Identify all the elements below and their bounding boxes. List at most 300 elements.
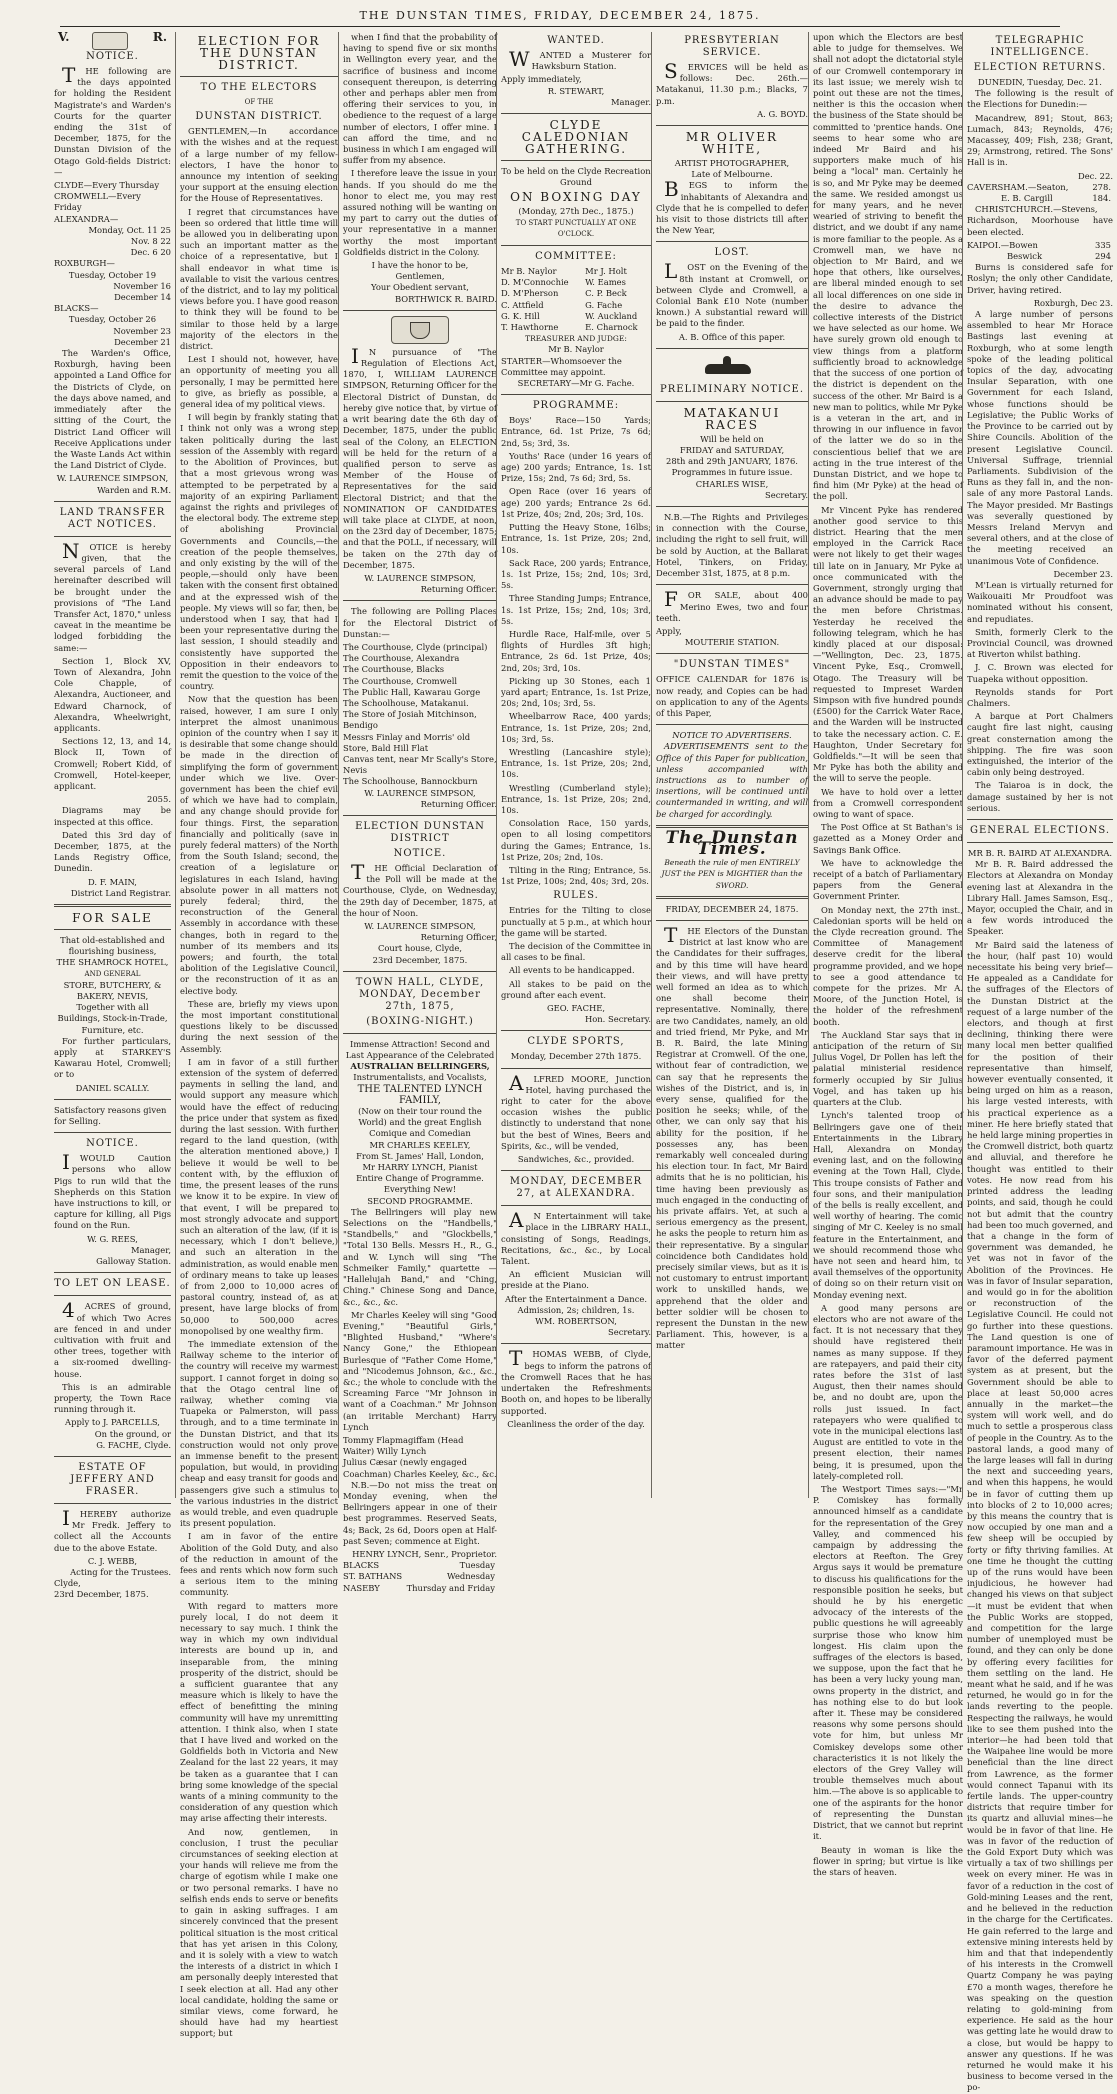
candidate: CAVERSHAM.—Seaton, (967, 181, 1069, 192)
address-paragraph: Lest I should not, however, have an opportunity of meeting you all personally, I may be permitted here to give, as briefly as possible, a general idea of my political views. (180, 354, 338, 410)
newspaper-motto: Beneath the rule of men ENTIRELY JUST the PEN is MIGHTIER than the SWORD. (661, 858, 803, 890)
divider (501, 1343, 651, 1344)
committee-table (501, 266, 651, 333)
webb-body: THOMAS WEBB, of Clyde, begs to inform the patrons of the Cromwell Races that he has undertaken the Refreshments Booth on, and hopes to be liberally supported. (501, 1346, 651, 1416)
address-closing: I have the honor to be, (371, 260, 469, 271)
committee-member: T. Hawthorne (501, 322, 559, 333)
lost-signature: A. B. Office of this paper. (678, 331, 786, 342)
telegram-paragraph: The Taiaroa is in dock, the damage sustained by her is not serious. (967, 780, 1113, 813)
land-transfer-diagrams: Diagrams may be inspected at this office. (54, 805, 171, 827)
for-sale-line: Together with all Buildings, Stock-in-Trade, Furniture, etc. (57, 1002, 168, 1035)
general-elections-subtitle: MR B. R. BAIRD AT ALEXANDRA. (967, 848, 1113, 858)
notice-body: THE following are the days appointed for holding the Resident Magistrate's and Warden's Courts for the quarter ending the 31st of December, 1875, for the Dunstan Division of the Otago Gold-fields District:— (54, 63, 171, 177)
news-paragraph: We have to hold over a letter from a Cromwell correspondent owing to want of space. (813, 786, 963, 820)
estate-place: Clyde, (54, 1578, 81, 1589)
table-row (501, 266, 651, 277)
editorial-paragraph: THE Electors of the Dunstan District at last know who are the Candidates for their suffrages, and by this time will have heard their views, and will have pretty well formed an idea as to which one shall become their representative. Nominally, there are two Candidates, namely, an old and tried friend, Mr Pyke, and Mr B. R. Baird, the late Mining Registrar at Cromwell. Of the one, without fear of contradiction, we can say that he represents the wishes of the District, and is, in every sense, qualified for the position he seeks; while, of the other, we can only say that his ability for the position, if he possesses any, has been remarkably well concealed during his election tour. In fact, Mr Baird admits that he is no politician, his time having been previously as much engaged in the conducting of his private affairs. Yet, at such a serious emergency as the present, he asks the people to return him as their representative. By a singular coincidence both Candidates hold precisely similar views, but as it is not customary to entrust important work to unskilled hands, we apprehend that the older and better soldier will be chosen to represent the Dunstan in the new Parliament. This, however, is a matter (656, 922, 808, 1351)
table-row (501, 322, 651, 333)
divider (656, 584, 808, 585)
land-transfer-signature-title: District Land Registrar. (70, 887, 171, 898)
matakanui-signature: CHARLES WISE, (695, 478, 769, 489)
court-schedule (54, 180, 171, 348)
polling-signature: W. LAURENCE SIMPSON, (364, 787, 476, 798)
polling-place: The Store of Josiah Mitchinson, Bendigo (343, 709, 477, 731)
polling-intro: The following are Polling Places for the Electoral District of Dunstan:— (343, 606, 497, 639)
calendar-body: OFFICE CALENDAR for 1876 is now ready, and Copies can be had on application to any of the Agents of this Paper, (656, 674, 808, 718)
estate-body: IHEREBY authorize Mr Fredk. Jeffery to collect all the Accounts due to the above Estate. (54, 1505, 171, 1553)
editorial-paragraph: upon which the Electors are best able to judge for themselves. We shall not adopt the dictatorial style of our Cromwell contemporary in its last issue; we merely wish to point out these are not the times, neither is this the occasion when the business of the State should be committed to 'prentice hands. One seems to hear some who are indeed Mr Baird and his supporters make much of his being a "local" man. Certainly he is so, and Mr Pyke may be deemed the same. We resided amongst us for many years, and he never wearied of striving to benefit the district, and we doubt if any name is more familiar to the people. As a Cromwell man, we have no objection to Mr Baird, and we hope that others, like ourselves, are liberal minded enough to set all local differences on one side in the desire to advance the collective interests of the District we have selected as our home. We have surely grown old enough to view things from a platform sufficiently broad to acknowledge that the success of one portion of the district is dependent on the success of the other. Mr Baird is a new man to politics, while Mr Pyke is a veteran in the art, and in throwing in our influence in favor of the latter we do so in the conscientious belief that we are acting in the true interest of the Dunstan District, and we hope to find him (Mr Pyke) at the head of the poll. (813, 32, 963, 502)
news-paragraph: Mr Vincent Pyke has rendered another good service to this district. Hearing that the men employed in the Carrick Race were not likely to get their wages till late on in January, Mr Pyke at once communicated with the Government, strongly urging that an advance should be made to pay the men before Christmas. Yesterday he received the following telegram, which he has kindly placed at our disposal:—"Wellington, Dec. 23, 1875. Vincent Pyke, Esq., Cromwell, Otago. The Treasury will be requested to Impreset Warden Simpson with five hundred pounds (£500) for the Carrick Water Race, and the Warden will be instructed to take the necessary action. C. E. Haughton, Under Secretary for Goldfields."—It will be seen that Mr Pyke has both the ability and the will to serve the people. (813, 504, 963, 784)
telegram-paragraph: A barque at Port Chalmers caught fire last night, causing great consternation among the shipping. The fire was soon extinguished, the interior of the cabin only being destroyed. (967, 711, 1113, 778)
list-item: Youths' Race (under 16 years of age) 200 yards; Entrance, 1s. 1st Prize, 15s; 2nd, 7s 6d; 3rd, 5s. (501, 450, 651, 484)
divider (54, 1295, 171, 1296)
alexandra-title: MONDAY, DECEMBER 27, at ALEXANDRA. (509, 1176, 643, 1200)
address-paragraph: The immediate extension of the Railway scheme to the interior of the country will receive my warmest support. I cannot forget in doing so that the Otago central line of railway, whether coming via Tuapeka or Palmerston, will pass through, and to a time terminate in the Dunstan District, and that its construction would not only prove an immense benefit to the present population, but would, in providing cheap and easy transit for goods and passengers give such a stimulus to the various industries in the district as would treble, and even quadruple its present population. (180, 1338, 338, 1529)
divider (656, 724, 808, 725)
column-7 (962, 32, 1117, 2093)
page-masthead: THE DUNSTAN TIMES, FRIDAY, DECEMBER 24, 1875. (60, 6, 1060, 27)
schedule-line: BLACKS— (54, 303, 99, 314)
committee-member: C. P. Beck (585, 288, 627, 299)
notice-signature: W. LAURENCE SIMPSON, (56, 473, 169, 484)
estate-signature-title: Acting for the Trustees. (70, 1566, 171, 1577)
list-item: Open Race (over 16 years of age) 200 yards; Entrance 2s 6d. 1st Prize, 40s; 2nd, 20s; 3rd, 10s. (501, 486, 651, 519)
schedule-line: Tuesday, October 19 (68, 269, 157, 280)
divider (501, 394, 651, 395)
for-sale-line: That old-established and flourishing business, (60, 935, 165, 957)
telegram-paragraph: The following is the result of the Elections for Dunedin:— (967, 88, 1113, 110)
polling-place: The Courthouse, Clyde (principal) (343, 641, 488, 652)
secretary-line: SECRETARY—Mr G. Fache. (517, 378, 635, 389)
address-paragraph: These are, briefly my views upon the most important constitutional questions likely to be discussed during the next session of the Assembly. (180, 998, 338, 1054)
regulation-signature: W. LAURENCE SIMPSON, (364, 572, 476, 583)
polling-places (343, 642, 497, 788)
divider (501, 245, 651, 246)
tour-place: NASEBY (343, 1582, 380, 1593)
for-sale-reasons: Satisfactory reasons given for Selling. (54, 1104, 167, 1127)
alexandra-body: AN Entertainment will take place in the LIBRARY HALL, consisting of Songs, Readings, Recitations, &c., &c., by Local Talent. (501, 1208, 651, 1267)
programme-title: PROGRAMME: (532, 400, 620, 412)
electors-heading: TO THE ELECTORS (200, 82, 318, 93)
column-3 (338, 32, 501, 1593)
for-sale-line: AND GENERAL (84, 969, 141, 978)
declaration-signature-title: Returning Officer, (420, 932, 497, 943)
column-1 (54, 30, 175, 1600)
column-5 (651, 32, 812, 1498)
divider (343, 815, 497, 816)
lease-apply-ground: On the ground, or (94, 1428, 171, 1439)
polling-place: The Courthouse, Alexandra (343, 653, 460, 664)
divider (501, 1205, 651, 1206)
divider (54, 1099, 171, 1100)
notice-title: NOTICE. (86, 51, 139, 62)
town-hall-line: Instrumentalists, and Vocalists, (353, 1072, 487, 1083)
town-hall-paragraph: Mr Charles Keeley will sing "Good Evening," "Beautiful Girls," "Blighted Husband," "Where's Nancy Gone," the Ethiopean Burlesque of "Father Come Home," and "Nicodemus Johnson, &c., &c., &c.; the whole to conclude with the Screaming Farce "Mr Johnson in want of a Coachman." Mr Johnson (an irritable Merchant) Harry Lynch (343, 1309, 497, 1432)
news-paragraph: The Westport Times says:—"Mr P. Comiskey has formally announced himself as a candidate for the representation of the Grey Valley, and commenced his campaign by addressing the electors at Reefton. The Grey Argus says it would be premature to discuss his qualifications for the responsible position he seeks, but should he by his energetic advocacy of the interests of the public questions he will agreeably surprise those who know him longest. His claim upon the suffrages of the electors is based, we suppose, upon the fact that he has been a very lucky young man, owns property in the district, and has nothing else to do but look after it. These may be considered reasons why some persons should vote for him, but unless Mr Comiskey develops some other characteristics it is not likely the electors of the Grey Valley will trouble themselves much about him.—The above is so applicable to one of the aspirants for the honor of representing the Dunstan District, that we cannot but reprint it. (813, 1484, 963, 1842)
divider (501, 1170, 651, 1171)
polling-place: The Courthouse, Blacks (343, 664, 445, 675)
schedule-line: Dec. 6 20 (130, 247, 171, 258)
table-row (967, 251, 1113, 262)
event-list (501, 415, 651, 887)
wanted-signature-title: Manager. (610, 96, 651, 107)
dateline: December 23. (1053, 568, 1113, 579)
schedule-line: December 14 (114, 292, 171, 303)
advertisers-title: NOTICE TO ADVERTISERS. (672, 730, 792, 741)
committee-member: Mr B. Naylor (501, 266, 557, 277)
town-hall-note: N.B.—Do not miss the treat on Monday evening, when the Bellringers appear in one of their best programmes. Reserved Seats, 4s; Back, 2s 6d, Doors open at Half-past Seven; commence at Eight. (343, 1479, 497, 1546)
lease-apply-fache: G. FACHE, Clyde. (96, 1439, 171, 1450)
divider (656, 241, 808, 242)
lost-body: LOST on the Evening of the 8th instant at Cromwell, or between Clyde and Cromwell, a Colonial Bank £10 Note (number known.) A substantial reward will be paid to the finder. (656, 259, 808, 329)
table-row (343, 1571, 497, 1582)
divider (501, 1068, 651, 1069)
matakanui-dates: 28th and 29th JANUARY, 1876. (666, 456, 798, 467)
tour-day: Thursday and Friday (406, 1582, 495, 1593)
estate-signature: C. J. WEBB, (87, 1555, 138, 1566)
caledonian-title: CLYDE CALEDONIAN GATHERING. (521, 118, 631, 157)
dateline: Dec. 22. (1077, 170, 1113, 181)
address-paragraph: I regret that circumstances have been so ordered that little time will be allowed you in deliberating upon such an important matter as the choice of a representative, but I shall endeavor in what time is available to visit the various centres of the district, and to lay my political views before you. I have good reason to think they will be found to be similar to those held by a large majority of the electors in the district. (180, 206, 338, 352)
clyde-sports-sandwiches: Sandwiches, &c., provided. (517, 1154, 635, 1165)
wanted-title: WANTED. (547, 35, 605, 46)
vr-v: V. (58, 30, 70, 44)
telegram-results: Macandrew, 891; Stout, 863; Lumach, 843; Reynolds, 476; Macassey, 409; Fish, 238; Grant, 29; Armstrong, retired. The Sons' Hall is in. (967, 112, 1113, 168)
newspaper-title: The Dunstan Times. (665, 827, 799, 859)
divider (343, 310, 497, 311)
votes: 335 (1095, 239, 1111, 250)
divider (343, 1033, 497, 1034)
clyde-sports-title: CLYDE SPORTS, (527, 1036, 625, 1048)
divider (54, 501, 171, 502)
address-paragraph: I therefore leave the issue in your hands. If you should do me the honor to elect me, you may rest assured nothing will be wanting on my part to carry out the duties of your representative in a manner worthy the most important Goldfields district in the Colony. (343, 168, 497, 257)
list-item: Picking up 30 Stones, each 1 yard apart; Entrance, 1s. 1st Prize, 20s; 2nd, 10s; 3rd, 5s. (501, 675, 651, 709)
divider (54, 1132, 171, 1133)
committee-member: D. M'Pherson (501, 288, 559, 299)
royal-coat-of-arms-icon (391, 316, 449, 344)
alexandra-admission: Admission, 2s; children, 1s. (517, 1304, 635, 1315)
land-transfer-signature: D. F. MAIN, (88, 876, 137, 887)
list-item: Boys' Race—150 Yards; Entrance, 6d. 1st Prize, 7s 6d; 2nd, 5s; 3rd, 3s. (501, 415, 651, 448)
polling-signature-title: Returning Officer. (420, 798, 497, 809)
town-hall-pianist: Mr HARRY LYNCH, Pianist (362, 1162, 478, 1173)
schedule-line: November 16 (113, 280, 171, 291)
christchurch-result: CHRISTCHURCH.—Stevens, Richardson, Moorhouse have been elected. (967, 204, 1113, 237)
for-sale-store: STORE, BUTCHERY, & BAKERY, NEVIS, (63, 979, 162, 1002)
candidate: Beswick (1007, 251, 1043, 262)
matakanui-line: Will be held on (700, 433, 764, 444)
divider (343, 600, 497, 601)
tour-place: ST. BATHANS (343, 1571, 403, 1582)
declaration-subtitle: NOTICE. (393, 848, 447, 859)
news-paragraph: The Auckland Star says that in anticipation of the return of Sir Julius Vogel, Dr Pollen has left the palatial ministerial residence formerly occupied by Sir Julius Vogel, and has taken up his quarters at the Club. (813, 1029, 963, 1108)
caversham-results (967, 182, 1113, 204)
caledonian-boxing-day: ON BOXING DAY (510, 190, 642, 205)
address-paragraph: I am in favor of a still further extension of the system of deferred payments in selling the land, and would support any measure which would have the effect of reducing the price under that system as fixed during the last session. With further regard to the land question, (with the alteration mentioned above,) I believe it would be well to be content with, by the effluxion of time, the present leases of the runs we know it to be expire. In view of that event, I will be prepared to most strongly advocate and support such an alteration of the law, (if it is necessary, which I don't believe,) and such an alteration in the administration, as would enable men of ordinary means to take up leases of from 2,000 to 10,000 acres of pastoral country, instead of, as at present, have large blocks of from 50,000 to 500,000 acres monopolised by one wealthy firm. (180, 1056, 338, 1336)
photographer-subtitle: ARTIST PHOTOGRAPHER, (674, 158, 790, 169)
divider (54, 1503, 171, 1504)
divider (656, 506, 808, 507)
news-paragraph: We have to acknowledge the receipt of a batch of Parliamentary papers from the General Government Printer. (813, 857, 963, 902)
votes: 294 (1095, 251, 1111, 262)
divider (656, 348, 808, 349)
divider (656, 125, 808, 126)
table-row (501, 288, 651, 299)
divider (501, 1030, 651, 1031)
table-row (967, 182, 1113, 193)
column-4 (496, 32, 655, 1498)
committee-member: Mr J. Holt (585, 266, 627, 277)
pig-notice-signature-title: Manager, (130, 1244, 171, 1255)
votes: 184. (1092, 193, 1111, 204)
photographer-title: MR OLIVER WHITE, (685, 130, 779, 157)
polling-place: Messrs Finlay and Morris' old Store, Bald Hill Flat (343, 731, 471, 753)
table-row (501, 311, 651, 322)
committee-member: W. Auckland (585, 310, 638, 321)
rule-item: All stakes to be paid on the ground after each event. (501, 978, 651, 1000)
list-item: Wheelbarrow Race, 400 yards; Entrance, 1s. 1st Prize, 20s; 2nd, 10s; 3rd, 5s. (501, 711, 651, 744)
land-transfer-item: Section 1, Block XV, Town of Alexandra, John Cole Chapple, of Alexandra, Auctioneer, and Edward Charnock, of Alexandra, Wheelwright, applicants. (54, 655, 171, 733)
town-hall-cast: Julius Cæsar (newly engaged Coachman) Charles Keeley, &c., &c. (343, 1457, 497, 1479)
lost-title: LOST. (714, 247, 750, 259)
news-paragraph: Lynch's talented troop of Bellringers gave one of their Entertainments in the Library Hall, Alexandra on Monday evening last, and on the following evening at the Town Hall, Clyde. This troupe consists of Father and four sons, and their manipulation of the bells is really excellent, and well worthy of hearing. The comic singing of Mr C. Keeley is no small feature in the Entertainment, and we should recommend those who have not seen and heard him, to avail themselves of the opportunity of doing so on their return visit on Monday evening next. (813, 1110, 963, 1300)
estate-date: 23rd December, 1875. (54, 1589, 149, 1600)
town-hall-bellringers: AUSTRALIAN BELLRINGERS, (350, 1061, 490, 1072)
alexandra-dance: After the Entertainment a Dance. (504, 1293, 647, 1304)
candidate: E. B. Cargill (1000, 193, 1053, 204)
tour-table (343, 1560, 497, 1594)
town-hall-cast: Tommy Flapmagiffam (Head Waiter) Willy Lynch (343, 1434, 464, 1457)
votes: 278. (1092, 181, 1111, 192)
clyde-sports-date: Monday, December 27th 1875. (510, 1051, 642, 1062)
address-paragraph: I am in favor of the entire Abolition of the Gold Duty, and also of the reduction in amount of the fees and rents which now form such a serious item to the mining community. (180, 1531, 338, 1598)
address-closing: Your Obedient servant, (371, 282, 469, 293)
table-row (501, 277, 651, 288)
land-transfer-title: LAND TRANSFER ACT NOTICES. (59, 506, 166, 530)
declaration-date: 23rd December, 1875. (372, 954, 468, 965)
telegram-paragraph: Reynolds stands for Port Chalmers. (967, 686, 1113, 708)
table-row (967, 193, 1113, 204)
address-paragraph: Now that the question has been raised, however, I am sure I only interpret the almost unanimous opinion of the country when I say it is desirable that some change should be made in the direction of simplifying the form of government under which we live. Over-government has been the chief evil of which we have had to complain, and any change should provide for four things. First, the separation financially and politically (save in purely federal matters) of the North from the South Island; second, the creation of a legislature or legislatures in each Island, having absolute power in all matters not purely federal; third, the reconstruction of the General Assembly in accordance with these changes, both in regard to the number of its members and its powers; and fourth, the total abolition of the Legislative Council, or the reconstruction of it as an elective body. (180, 694, 338, 996)
matakanui-programmes: Programmes in future issue. (671, 467, 793, 478)
address-closing: Gentlemen, (395, 271, 445, 282)
divider (656, 896, 808, 899)
lease-apply: Apply to J. PARCELLS, (65, 1417, 160, 1428)
town-hall-line: Immense Attraction! Second and Last Appearance of the Celebrated (345, 1038, 495, 1061)
clyde-sports-body: ALFRED MOORE, Junction Hotel, having purchased the right to cater for the above occasion wishes the public distinctly to understand that none but the best of Wines, Beers and Spirits, &c., will be vended, (501, 1070, 651, 1151)
polling-place: Canvas tent, near Mr Scally's Store, Nevis (343, 753, 497, 776)
telegraphic-title: TELEGRAPHIC INTELLIGENCE. (990, 35, 1090, 58)
for-sale-signature: DANIEL SCALLY. (75, 1082, 150, 1093)
pig-notice-body: IWOULD Caution persons who allow Pigs to run wild that the Shepherds on this Station have instructions to kill, or capture for killing, all Pigs found on the Run. (54, 1150, 171, 1231)
polling-place: The Public Hall, Kawarau Gorge (343, 686, 481, 697)
kaipoi-results (967, 240, 1113, 262)
treasurer-name: Mr B. Naylor (548, 344, 604, 355)
list-item: Wrestling (Cumberland style); Entrance, 1s. 1st Prize, 20s; 2nd, 10s. (501, 782, 651, 815)
matakanui-nb: N.B.—The Rights and Privileges in connection with the Course, including the right to sell fruit, will be sold by Auction, at the Ballarat Hotel, Tinkers, on Friday, December 31st, 1875, at 8 p.m. (656, 512, 808, 579)
dateline: DUNEDIN, Tuesday, Dec. 21. (978, 77, 1102, 87)
matakanui-signature-title: Secretary. (765, 489, 808, 500)
presbyterian-signature: A. G. BOYD. (757, 108, 808, 119)
election-returns-title: ELECTION RETURNS. (973, 62, 1107, 73)
photographer-body: BEGS to inform the inhabitants of Alexandra and Clyde that he is compelled to defer his visit to those districts till after the New Year, (656, 177, 808, 236)
divider (54, 1272, 171, 1273)
starter-line: STARTER—Whomsoever the Committee may appoint. (501, 355, 622, 377)
report-paragraph: Mr Baird said the lateness of the hour, (half past 10) would necessitate his being very brief—He appealed as a Candidate for the suffrages of the Electors of the Dunstan District at the request of a large number of the electors, and though at first declining, thinking there were many local men better qualified for the position of their representative than himself, however eventually consented, it being urged on him as a reason, his large vested interests, with his practical experience as a miner. He here briefly stated that he held large mining properties in the Cromwell district, both quartz and alluvial, and therefore he thought was entitled to their votes. He now read from his printed address the leading points, and said, though he could not but admit that the country had been too much governed, and that a change in the form of government was demanded, he yet was not in favor of the Abolition of the Provinces. He was in favor of Insular separation, and would go in for the abolition or reconstruction of the Legislative Council. He could not go further into these questions. The Land question is one of paramount importance. He was in favor of the deferred payment system as at present, but the Government should be able to place at least 50,000 acres annually in the market—the system will work well, and do much to settle a prosperous class of people in the Country. As to the pastoral lands, a good many of the large leases will fall in during the next and succeeding years, and when this happens, he would be in favor of cutting them up into blocks of 2 to 10,000 acres; by this means the country that is now occupied by one man and a few sheep will be occupied by forty or fifty thriving families. At one time he thought the cutting up of the runs would have been injudicious, he however had changed his views on that subject—it must be evident that when the Public Works are stopped, and competition for the large number of unemployed must be found, and they can only be done by offering every facilities for them settling on the land. He meant what he said, and if he was returned, he would go in for the lands reverting to the people. Respecting the railways, he would like to see them pushed into the interior—he had been told that the Waipahee line would be more beneficial than the line direct from Lawrence, as the former would connect Tapanui with its fertile lands. The upper-country districts that require timber for its quartz and alluvial mines—he would be in favor of that line. He was in favor of the reduction of the Gold Export Duty which was virtually a tax of two shillings per week on every miner. He was in favor of a reduction in the cost of Gold-mining Leases and the rent, and he believed in the reduction in the charge for the Certificates. He gain referred to the large and extensive mining interests held by him and that that independently of his interests in the Cromwell Quartz Company he was paying £70 a month wages, therefore he was speaking on the question relating to gold-mining from experience. He said as the hour was getting late he would draw to a close, but would be happy to answer any questions. If he was returned he would make it his business to become versed in the po- (967, 939, 1113, 2093)
lease-body: 4ACRES of ground, of which Two Acres are fenced in and under cultivation with fruit and other trees, together with a six-roomed dwelling-house. (54, 1298, 171, 1379)
webb-cleanliness: Cleanliness the order of the day. (507, 1418, 645, 1429)
electors-district: DUNSTAN DISTRICT. (195, 111, 323, 123)
election-title: ELECTION FOR THE DUNSTAN DISTRICT. (197, 34, 321, 72)
for-sale-title: FOR SALE (72, 911, 153, 926)
schedule-line: ROXBURGH— (54, 258, 115, 269)
declaration-signature: W. LAURENCE SIMPSON, (364, 921, 476, 932)
town-hall-programme: SECOND PROGRAMME. (367, 1195, 473, 1206)
for-sale-hotel: THE SHAMROCK HOTEL, (56, 957, 169, 968)
schedule-line: CLYDE—Every Thursday (54, 180, 160, 191)
horse-race-icon (697, 354, 767, 380)
divider (501, 160, 651, 161)
table-row (343, 1583, 497, 1594)
list-item: Three Standing Jumps; Entrance, 1s. 1st Prize, 15s; 2nd, 10s; 3rd, 5s. (501, 593, 651, 626)
alexandra-musician: An efficient Musician will preside at the Piano. (501, 1269, 651, 1291)
preliminary-notice: PRELIMINARY NOTICE. (659, 383, 804, 395)
rule-item: All events to be handicapped. (509, 965, 635, 976)
schedule-line: Tuesday, October 26 (68, 314, 157, 325)
divider (343, 971, 497, 972)
caledonian-start: TO START PUNCTUALLY AT ONE O'CLOCK. (515, 218, 637, 238)
estate-title: ESTATE OF JEFFERY AND FRASER. (70, 1461, 155, 1497)
for-sale-apply: For further particulars, apply at STARKEY'S Kawarau Hotel, Cromwell; or to (54, 1035, 171, 1080)
divider (656, 653, 808, 654)
land-transfer-number: 2055. (147, 794, 171, 805)
divider (501, 113, 651, 114)
column-2 (175, 32, 342, 2039)
polling-place: The Schoolhouse, Matakanui. (343, 697, 469, 708)
land-transfer-body: NOTICE is hereby given, that the several parcels of Land hereinafter described will be brought under the provisions of "The Land Transfer Act, 1870," unless caveat in the meantime be lodged forbidding the same:— (54, 538, 171, 653)
telegram-paragraph: Burns is considered safe for Roslyn; the only other Candidate, Driver, having retired. (967, 262, 1113, 295)
divider (656, 920, 808, 921)
dateline: Roxburgh, Dec 23. (1033, 297, 1113, 308)
land-transfer-item: Sections 12, 13, and 14, Block II, Town of Cromwell; Robert Kidd, of Cromwell, Hotel-keeper, applicant. (54, 736, 171, 791)
column-6 (808, 32, 967, 1877)
polling-place: The Schoolhouse, Bannockburn (343, 776, 478, 787)
merino-sale-signature: MOUTERIE STATION. (684, 637, 780, 648)
wanted-signature: R. STEWART, (547, 85, 605, 96)
list-item: Consolation Race, 150 yards, open to all losing competitors during the Games; Entrance, 1s. 1st Prize, 20s; 2nd, 10s. (501, 818, 651, 862)
regulation-notice: IN pursuance of "The Regulation of Elections Act, 1870, I, WILLIAM LAURENCE SIMPSON, Returning Officer for the Electoral District of Dunstan, do hereby give notice that, by virtue of a writ bearing date the 6th day of December, 1875, under the public seal of the Colony, an ELECTION will be held for the return of a qualified person to serve as Member of the House of Representatives for the said Electoral District; and that the NOMINATION OF CANDIDATES will take place at CLYDE, at noon, on the 23rd day of December, 1875; and that the POLL, if necessary, will be taken on the 27th day of December, 1875. (343, 343, 497, 570)
lease-property: This is an admirable property, the Town Race running through it. (54, 1381, 171, 1415)
merino-sale-body: FOR SALE, about 400 Merino Ewes, two and four teeth. (656, 587, 808, 623)
wanted-apply: Apply immediately, (501, 74, 582, 85)
committee-member: W. Eames (585, 277, 626, 288)
merino-sale-apply: Apply, (656, 625, 682, 636)
committee-member: G. K. Hill (501, 310, 540, 321)
issue-date: FRIDAY, DECEMBER 24, 1875. (665, 903, 799, 914)
list-item: Sack Race, 200 yards; Entrance, 1s. 1st Prize, 15s; 2nd, 10s; 3rd, 5s. (501, 557, 651, 591)
committee-member: D. M'Connochie (501, 277, 569, 288)
land-transfer-dated: Dated this 3rd day of December, 1875, at the Lands Registry Office, Dunedin. (54, 829, 171, 874)
tour-place: BLACKS (343, 1560, 380, 1571)
committee-member: E. Charnock (585, 322, 638, 333)
address-signature: BORTHWICK R. BAIRD. (395, 293, 497, 304)
caledonian-line: To be held on the Clyde Recreation Ground (501, 166, 651, 188)
committee-member: C. Attfield (501, 299, 544, 310)
table-row (343, 1560, 497, 1571)
declaration-body: THE Official Declaration of the Poll will be made at the Courthouse, Clyde, on Wednesday, the 29th day of December, 1875, at the hour of Noon. (343, 860, 497, 918)
rule-item: Entries for the Tilting to close punctually at 5 p.m., at which hour the game will be started. (501, 905, 651, 938)
declaration-place: Court house, Clyde, (377, 943, 463, 954)
notice-body-2: The Warden's Office, Roxburgh, having been appointed a Land Office for the Districts of Clyde, on the days above named, and immediately after the sitting of the Court, the District Land Officer will Receive Applications under the Waste Lands Act within the Land District of Clyde. (54, 348, 171, 471)
rules-title: RULES. (553, 890, 599, 902)
town-hall-line: From St. James' Hall, London, (356, 1150, 484, 1161)
table-row (501, 300, 651, 311)
list-item: Hurdle Race, Half-mile, over 5 flights of Hurdles 3ft high; Entrance, 2s 6d. 1st Prize, 40s; 2nd, 20s; 3rd, 10s. (501, 628, 651, 673)
committee-member: G. Fache (585, 299, 623, 310)
general-elections-title: GENERAL ELECTIONS. (969, 825, 1111, 836)
presbyterian-title: PRESBYTERIAN SERVICE. (684, 35, 780, 58)
matakanui-days: FRIDAY and SATURDAY, (679, 445, 785, 456)
notice-signature-title: Warden and R.M. (97, 484, 171, 495)
committee-title: COMMITTEE: (535, 251, 617, 263)
list-item: Tilting in the Ring; Entrance, 5s. 1st Prize, 100s; 2nd, 40s; 3rd, 20s. (501, 864, 651, 887)
rules-signature: GEO. FACHE, (546, 1003, 606, 1014)
town-hall-signature: HENRY LYNCH, Senr., Proprietor. (352, 1548, 497, 1559)
advertisers-body: ADVERTISEMENTS sent to the Office of this Paper for publication, unless accompanied with instructions as to number of insertions, will be continued until countermanded in writing, and will be charged for accordingly. (656, 741, 808, 819)
town-hall-subtitle: (BOXING-NIGHT.) (366, 1015, 474, 1027)
list-item: Wrestling (Lancashire style); Entrance, 1s. 1st Prize, 20s; 2nd, 10s. (501, 746, 651, 780)
divider (54, 929, 171, 930)
declaration-title: ELECTION DUNSTAN DISTRICT (355, 821, 485, 844)
polling-place: The Courthouse, Cromwell (343, 675, 458, 686)
presbyterian-body: SERVICES will be held as follows: Dec. 26th.—Matakanui, 11.30 p.m.; Blacks, 7 p.m. (656, 59, 808, 106)
table-row (967, 240, 1113, 251)
matakanui-title: MATAKANUI RACES (683, 405, 781, 432)
schedule-line: Monday, Oct. 11 25 (88, 224, 171, 235)
vr-r: R. (152, 30, 167, 44)
divider (967, 819, 1113, 820)
town-hall-title: TOWN HALL, CLYDE, MONDAY, December 27th, 1875, (355, 976, 485, 1012)
rules-signature-title: Hon. Secretary. (584, 1014, 651, 1025)
regulation-signature-title: Returning Officer. (420, 584, 497, 595)
alexandra-signature-title: Secretary. (608, 1327, 651, 1338)
telegram-paragraph: A large number of persons assembled to hear Mr Horace Bastings last evening at Roxburgh, who at some length spoke of the leading political topics of the day, advocating Insular Separation, with one Government for each Island, whose functions should be Legislative; the Public Works of the Province to be carried out by Shire Councils. Abolition of the present Legislative Council. Universal Suffrage, triennial Parliaments. Subdivision of the Runs as they fall in, and the non-sale of any more Pastoral Lands. The Mayor presided. Mr Bastings was severally questioned by Messrs Ireland Mervyn and several others, and at the close of the meeting received an unanimous Vote of Confidence. (967, 309, 1113, 566)
tour-day: Tuesday (459, 1560, 495, 1571)
address-paragraph: With regard to matters more purely local, I do not deem it necessary to say much. I think the way in which my own individual interests are bound up in, and inseparable from, the mining prosperity of the district, should be a sufficient guarantee that any measure which is likely to have the effect of benefitting the mining community will have my unremitting attention. I think also, when I state that I have lived and worked on the Goldfields both in Victoria and New Zealand for the last 22 years, it may be taken as a guarantee that I can bring some knowledge of the special wants of a mining community to the consideration of any question which may arise affecting their interests. (180, 1600, 338, 1824)
news-paragraph: Beauty in woman is like the flower in spring; but virtue is like the stars of heaven. (813, 1844, 963, 1877)
divider (180, 76, 338, 77)
rule-item: The decision of the Committee in all cases to be final. (501, 941, 651, 963)
news-paragraph: The Post Office at St Bathan's is gazetted as a Money Order and Savings Bank Office. (813, 822, 963, 855)
photographer-origin: Late of Melbourne. (691, 169, 773, 180)
report-paragraph: Mr B. R. Baird addressed the Electors at Alexandra on Monday evening last at Alexandra in the Library Hall. James Samson, Esq., Mayor, occupied the Chair, and in a few words introduced the Speaker. (967, 859, 1113, 937)
telegram-paragraph: M'Lean is virtually returned for Waikouaiti Mr Proudfoot was nominated without his consent, and repudiates. (967, 579, 1113, 624)
town-hall-paragraph: The Bellringers will play new Selections on the "Handbells," "Standbells," and "Glockbells," "Total 130 Bells. Messrs H., R., G., and W. Lynch will sing "The Schmeiker Family," quartette — "Hallelujah Band," and "Ching, Ching." Chinese Song and Dance, &c., &c., &c. (343, 1206, 497, 1307)
divider (54, 1456, 171, 1457)
schedule-line: November 23 (113, 325, 171, 336)
address-paragraph: GENTLEMEN,—In accordance with the wishes and at the request of a large number of my fellow-electors, I have the honor to announce my intention of seeking your support at the ensuing election for the House of Representatives. (180, 126, 338, 204)
calendar-title: "DUNSTAN TIMES" (673, 659, 791, 671)
electors-of: OF THE (244, 98, 274, 106)
address-paragraph: when I find that the probability of having to spend five or six months in Wellington every year, and the sacrifice of business and income consequent thereupon, is deterring other and perhaps abler men from offering their services to you, in obedience to the request of a large number of electors, I offer mine. I can afford the time, and no business in which I am engaged will suffer from my absence. (343, 32, 497, 166)
divider (54, 904, 171, 907)
news-paragraph: A good many persons are electors who are not aware of the fact. It is not necessary that they should have registered their names as many suppose. If they are ratepayers, and paid their city rates before the 31st of last August, then their names should be, and no doubt are, upon the rolls just issued. In fact, ratepayers who were qualified to vote in the municipal elections last August are entitled to vote in the present election, their names being, it is presumed, upon the lately-completed roll. (813, 1302, 963, 1481)
list-item: Putting the Heavy Stone, 16lbs; Entrance, 1s. 1st Prize, 20s; 2nd, 10s. (501, 522, 651, 555)
royal-arms-icon (92, 32, 128, 50)
telegram-paragraph: Smith, formerly Clerk to the Provincial Council, was drowned at Riverton whilst bathing. (967, 626, 1113, 660)
schedule-line: CROMWELL—Every Friday (54, 191, 141, 213)
town-hall-keeley: MR CHARLES KEELEY, (369, 1139, 471, 1150)
